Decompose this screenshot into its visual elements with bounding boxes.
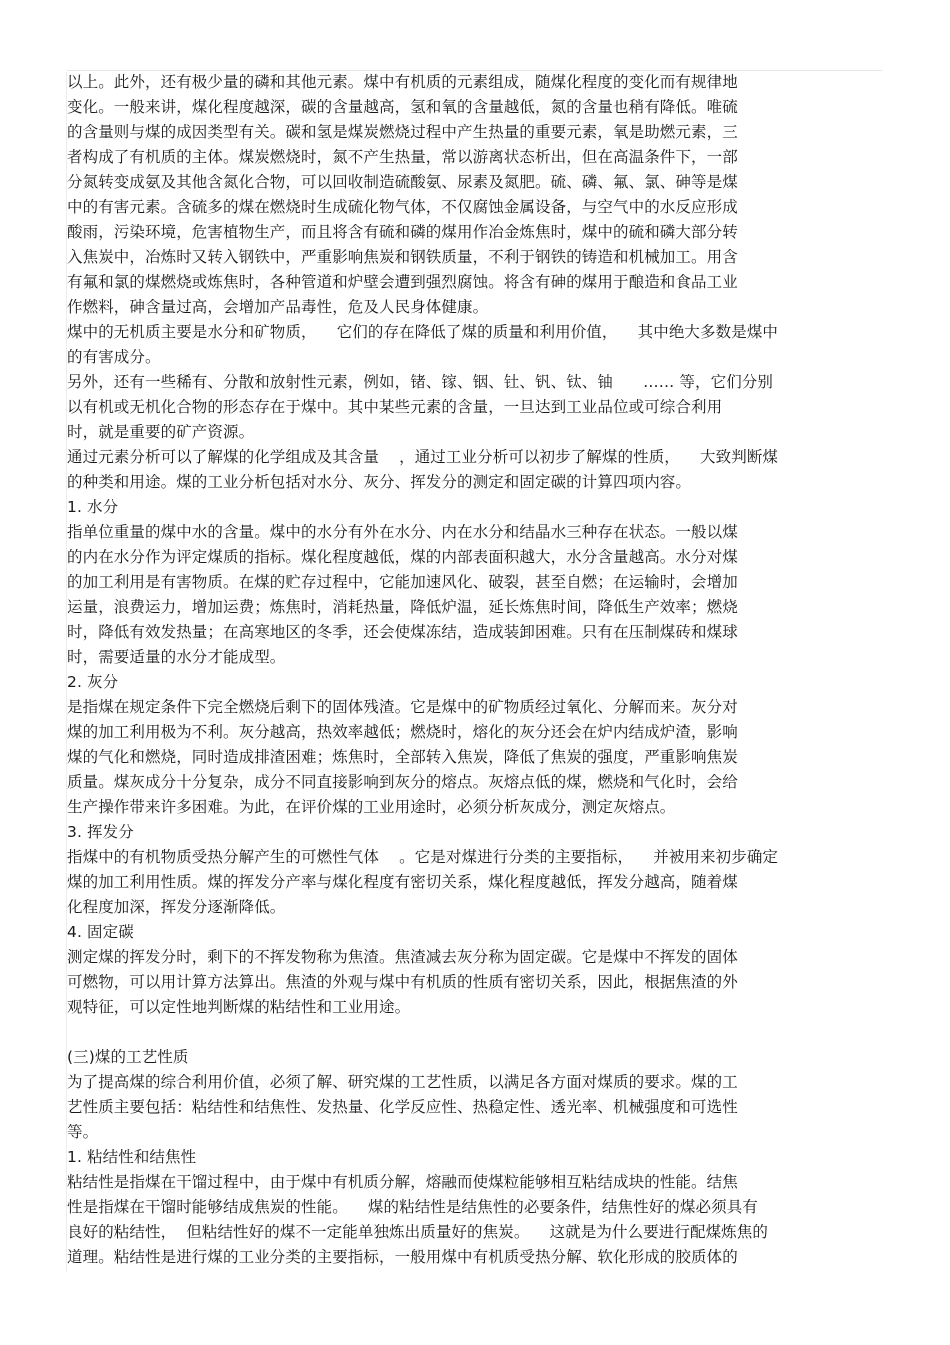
text-line: 的加工利用是有害物质。在煤的贮存过程中，它能加速风化、破裂，甚至自燃；在运输时，会增加: [67, 573, 738, 591]
text-line: 以有机或无机化合物的形态存在于煤中。其中某些元素的含量，一旦达到工业品位或可综合利用: [67, 398, 723, 416]
text-line: 生产操作带来许多困难。为此，在评价煤的工业用途时，必须分析灰成分，测定灰熔点。: [67, 798, 676, 816]
text-line: 运量，浪费运力，增加运费；炼焦时，消耗热量，降低炉温，延长炼焦时间，降低生产效率；燃烧: [67, 598, 738, 616]
text-line: 作燃料，砷含量过高，会增加产品毒性，危及人民身体健康。: [67, 298, 489, 316]
document-body: [67, 70, 882, 1270]
text-line: 的种类和用途。煤的工业分析包括对水分、灰分、挥发分的测定和固定碳的计算四项内容。: [67, 473, 692, 491]
text-line: 道理。粘结性是进行煤的工业分类的主要指标，一般用煤中有机质受热分解、软化形成的胶质体的: [67, 1248, 738, 1266]
text-line: 质量。煤灰成分十分复杂，成分不同直接影响到灰分的熔点。灰熔点低的煤，燃烧和气化时，会给: [67, 773, 738, 791]
text-line: 可燃物，可以用计算方法算出。焦渣的外观与煤中有机质的性质有密切关系，因此，根据焦渣的外: [67, 973, 738, 991]
text-line: 煤的加工利用性质。煤的挥发分产率与煤化程度有密切关系，煤化程度越低，挥发分越高，随着煤: [67, 873, 738, 891]
text-line: 4. 固定碳: [67, 923, 134, 941]
text-line: 有氟和氯的煤燃烧或炼焦时，各种管道和炉壁会遭到强烈腐蚀。将含有砷的煤用于酿造和食品工业: [67, 273, 738, 291]
text-line: 的内在水分作为评定煤质的指标。煤化程度越低，煤的内部表面积越大，水分含量越高。水分对煤: [67, 548, 738, 566]
text-line: 的含量则与煤的成因类型有关。碳和氢是煤炭燃烧过程中产生热量的重要元素，氧是助燃元素，三: [67, 123, 738, 141]
text-line: 时，就是重要的矿产资源。: [67, 423, 255, 441]
text-line: 时，需要适量的水分才能成型。: [67, 648, 286, 666]
text-line: 通过元素分析可以了解煤的化学组成及其含量 ，通过工业分析可以初步了解煤的性质， 大致判断煤: [67, 448, 779, 466]
text-line: 性是指煤在干馏时能够结成焦炭的性能。 煤的粘结性是结焦性的必要条件，结焦性好的煤必须具有: [67, 1198, 758, 1216]
text-line: 2. 灰分: [67, 673, 119, 691]
text-line: 指单位重量的煤中水的含量。煤中的水分有外在水分、内在水分和结晶水三种存在状态。一般以煤: [67, 523, 738, 541]
text-line: 酸雨，污染环境，危害植物生产，而且将含有硫和磷的煤用作冶金炼焦时，煤中的硫和磷大部分转: [67, 223, 738, 241]
text-line: 1. 水分: [67, 498, 119, 516]
text-line: 等。: [67, 1123, 99, 1141]
text-line: 煤的加工利用极为不利。灰分越高，热效率越低；燃烧时，熔化的灰分还会在炉内结成炉渣，影响: [67, 723, 738, 741]
text-line: 1. 粘结性和结焦性: [67, 1148, 197, 1166]
text-line: 以上。此外，还有极少量的磷和其他元素。煤中有机质的元素组成，随煤化程度的变化而有规律地: [67, 73, 738, 91]
text-line: 者构成了有机质的主体。煤炭燃烧时，氮不产生热量，常以游离状态析出，但在高温条件下，一部: [67, 148, 738, 166]
text-line: 的有害成分。: [67, 348, 161, 366]
blank-line: [67, 1020, 882, 1045]
text-line: 时，降低有效发热量；在高寒地区的冬季，还会使煤冻结，造成装卸困难。只有在压制煤砖和煤球: [67, 623, 738, 641]
text-line: 煤中的无机质主要是水分和矿物质， 它们的存在降低了煤的质量和利用价值， 其中绝大多数是煤中: [67, 323, 779, 341]
text-line: 指煤中的有机物质受热分解产生的可燃性气体 。它是对煤进行分类的主要指标， 并被用来初步确定: [67, 848, 779, 866]
text-line: 化程度加深，挥发分逐渐降低。: [67, 898, 286, 916]
text-line: (三)煤的工艺性质: [67, 1048, 189, 1066]
text-line: 煤的气化和燃烧，同时造成排渣困难；炼焦时，全部转入焦炭，降低了焦炭的强度，严重影响焦炭: [67, 748, 738, 766]
text-line: 中的有害元素。含硫多的煤在燃烧时生成硫化物气体，不仅腐蚀金属设备，与空气中的水反应形成: [67, 198, 738, 216]
text-line: 良好的粘结性， 但粘结性好的煤不一定能单独炼出质量好的焦炭。 这就是为什么要进行配煤炼焦的: [67, 1223, 768, 1241]
text-line: 观特征，可以定性地判断煤的粘结性和工业用途。: [67, 998, 411, 1016]
text-line: 分氮转变成氨及其他含氮化合物，可以回收制造硫酸氨、尿素及氮肥。硫、磷、氟、氯、砷等是煤: [67, 173, 738, 191]
text-line: 3. 挥发分: [67, 823, 134, 841]
text-line: 粘结性是指煤在干馏过程中，由于煤中有机质分解，熔融而使煤粒能够相互粘结成块的性能。结焦: [67, 1173, 738, 1191]
text-line: 另外，还有一些稀有、分散和放射性元素，例如，锗、镓、铟、钍、钒、钛、铀 …… 等，它们分别: [67, 373, 773, 391]
text-line: 入焦炭中，冶炼时又转入钢铁中，严重影响焦炭和钢铁质量，不利于钢铁的铸造和机械加工。用含: [67, 248, 738, 266]
text-line: 艺性质主要包括：粘结性和结焦性、发热量、化学反应性、热稳定性、透光率、机械强度和可选性: [67, 1098, 738, 1116]
text-line: 是指煤在规定条件下完全燃烧后剩下的固体残渣。它是煤中的矿物质经过氧化、分解而来。灰分对: [67, 698, 738, 716]
text-line: 测定煤的挥发分时，剩下的不挥发物称为焦渣。焦渣减去灰分称为固定碳。它是煤中不挥发的固体: [67, 948, 738, 966]
text-line: 为了提高煤的综合利用价值，必须了解、研究煤的工艺性质，以满足各方面对煤质的要求。煤的工: [67, 1073, 738, 1091]
text-line: 变化。一般来讲，煤化程度越深，碳的含量越高，氢和氧的含量越低，氮的含量也稍有降低。唯硫: [67, 98, 738, 116]
